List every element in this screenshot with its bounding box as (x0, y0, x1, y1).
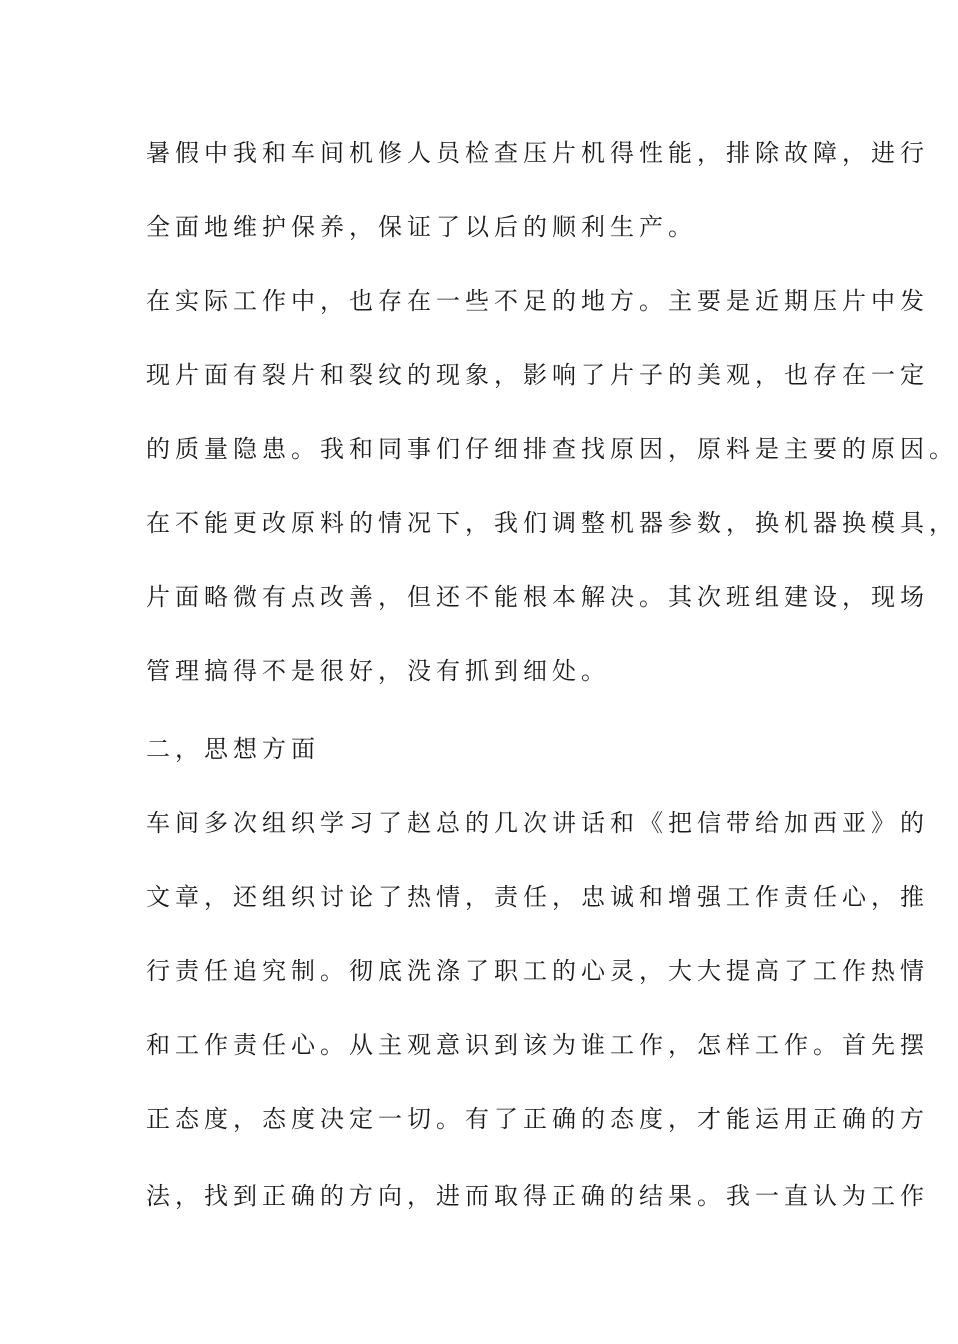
section-heading: 二，思想方面 (146, 735, 320, 763)
text-line: 在不能更改原料的情况下，我们调整机器参数，换机器换模具， (146, 509, 958, 537)
text-line: 正态度，态度决定一切。有了正确的态度，才能运用正确的方 (146, 1105, 929, 1133)
text-line: 在实际工作中，也存在一些不足的地方。主要是近期压片中发 (146, 287, 929, 315)
text-line: 文章，还组织讨论了热情，责任，忠诚和增强工作责任心，推 (146, 883, 929, 911)
text-line: 现片面有裂片和裂纹的现象，影响了片子的美观，也存在一定 (146, 361, 929, 389)
text-line: 车间多次组织学习了赵总的几次讲话和《把信带给加西亚》的 (146, 809, 929, 837)
text-line: 管理搞得不是很好，没有抓到细处。 (146, 657, 610, 685)
text-line: 全面地维护保养，保证了以后的顺利生产。 (146, 213, 697, 241)
text-line: 法，找到正确的方向，进而取得正确的结果。我一直认为工作 (146, 1182, 929, 1210)
text-line: 片面略微有点改善，但还不能根本解决。其次班组建设，现场 (146, 583, 929, 611)
text-line: 的质量隐患。我和同事们仔细排查找原因，原料是主要的原因。 (146, 435, 958, 463)
text-line: 行责任追究制。彻底洗涤了职工的心灵，大大提高了工作热情 (146, 957, 929, 985)
text-line: 和工作责任心。从主观意识到该为谁工作，怎样工作。首先摆 (146, 1031, 929, 1059)
text-line: 暑假中我和车间机修人员检查压片机得性能，排除故障，进行 (146, 139, 929, 167)
